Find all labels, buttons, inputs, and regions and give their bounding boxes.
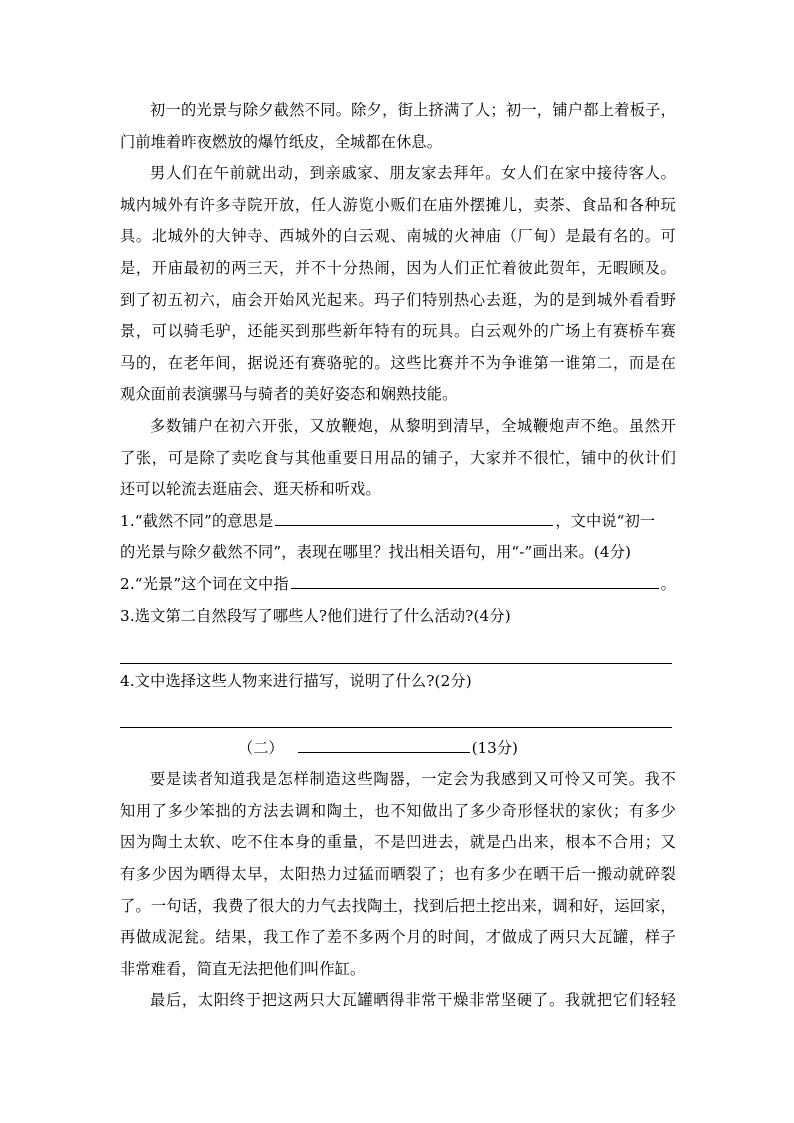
passage1-paragraph-3 xyxy=(120,411,676,506)
text-line: 要是读者知道我是怎样制造这些陶器，一定会为我感到又可怜又可笑。我不 xyxy=(150,770,676,789)
text-line: 非常难看，简直无法把他们叫作缸。 xyxy=(120,959,366,978)
answer-blank[interactable] xyxy=(275,507,553,526)
text-line: 多数铺户在初六开张，又放鞭炮，从黎明到清早，全城鞭炮声不绝。虽然开 xyxy=(150,416,676,435)
question-1-continued: 的光景与除夕截然不同”，表现在哪里？找出相关语句，用“-”画出来。(4分) xyxy=(120,543,632,562)
question-1-prefix: 1.“截然不同”的意思是 xyxy=(120,511,274,530)
question-4: 4.文中选择这些人物来进行描写，说明了什么?(2分) xyxy=(120,672,472,691)
text-line: 门前堆着昨夜燃放的爆竹纸皮，全城都在休息。 xyxy=(120,132,443,151)
text-line: 观众面前表演骡马与骑者的美好姿态和娴熟技能。 xyxy=(120,385,458,404)
text-line: 是，开庙最初的两三天，并不十分热闹，因为人们正忙着彼此贺年，无暇顾及。 xyxy=(120,258,676,277)
section-2-heading xyxy=(120,733,676,765)
text-line: 男人们在午前就出动，到亲戚家、朋友家去拜年。女人们在家中接待客人。 xyxy=(150,164,676,183)
text-line: 了。一句话，我费了很大的力气去找陶土，找到后把土挖出来，调和好，运回家， xyxy=(120,896,676,915)
document-content xyxy=(120,95,676,1017)
text-line: 了张，可是除了卖吃食与其他重要日用品的铺子，大家并不很忙，铺中的伙计们 xyxy=(120,448,676,467)
text-line: 最后，太阳终于把这两只大瓦罐晒得非常干燥非常坚硬了。我就把它们轻轻 xyxy=(150,991,676,1010)
passage1-paragraph-2 xyxy=(120,158,676,411)
passage1-paragraph-1 xyxy=(120,95,676,158)
passage2-paragraph-1 xyxy=(120,764,676,985)
text-line: 具。北城外的大钟寺、西城外的白云观、南城的火神庙（厂甸）是最有名的。可 xyxy=(120,227,676,246)
section-2-label: （二） xyxy=(238,738,284,757)
question-2 xyxy=(120,569,676,601)
text-line: 还可以轮流去逛庙会、逛天桥和听戏。 xyxy=(120,480,381,499)
text-line: 景，可以骑毛驴，还能买到那些新年特有的玩具。白云观外的广场上有赛桥车赛 xyxy=(120,322,676,341)
question-1-suffix: ，文中说“初一 xyxy=(555,511,656,530)
answer-rule xyxy=(120,727,672,728)
answer-blank[interactable] xyxy=(291,570,659,589)
answer-rule xyxy=(120,663,672,664)
question-3: 3.选文第二自然段写了哪些人?他们进行了什么活动?(4分) xyxy=(120,606,511,625)
text-line: 因为陶土太软、吃不住本身的重量，不是凹进去，就是凸出来，根本不合用；又 xyxy=(120,833,676,852)
passage2-paragraph-2 xyxy=(120,985,676,1017)
text-line: 到了初五初六，庙会开始风光起来。玛子们特别热心去逛，为的是到城外看看野 xyxy=(120,290,676,309)
title-blank[interactable] xyxy=(298,734,470,753)
answer-line[interactable] xyxy=(120,698,676,728)
question-2-suffix: 。 xyxy=(660,574,677,593)
text-line: 初一的光景与除夕截然不同。除夕，街上挤满了人；初一，铺户都上着板子， xyxy=(150,101,676,119)
text-line: 有多少因为晒得太早，太阳热力过猛而晒裂了；也有多少在晒干后一搬动就碎裂 xyxy=(120,865,676,884)
answer-line[interactable] xyxy=(120,632,676,664)
text-line: 知用了多少笨拙的方法去调和陶土，也不知做出了多少奇形怪状的家伙；有多少 xyxy=(120,801,676,820)
text-line: 马的，在老年间，据说还有赛骆驼的。这些比赛并不为争谁第一谁第二，而是在 xyxy=(120,353,676,372)
question-1 xyxy=(120,506,676,538)
text-line: 城内城外有许多寺院开放，任人游览小贩们在庙外摆摊儿，卖茶、食品和各种玩 xyxy=(120,195,676,214)
question-2-prefix: 2.“光景”这个词在文中指 xyxy=(120,574,289,593)
text-line: 再做成泥瓮。结果，我工作了差不多两个月的时间，才做成了两只大瓦罐，样子 xyxy=(120,928,676,947)
section-2-score: (13分) xyxy=(471,738,518,757)
